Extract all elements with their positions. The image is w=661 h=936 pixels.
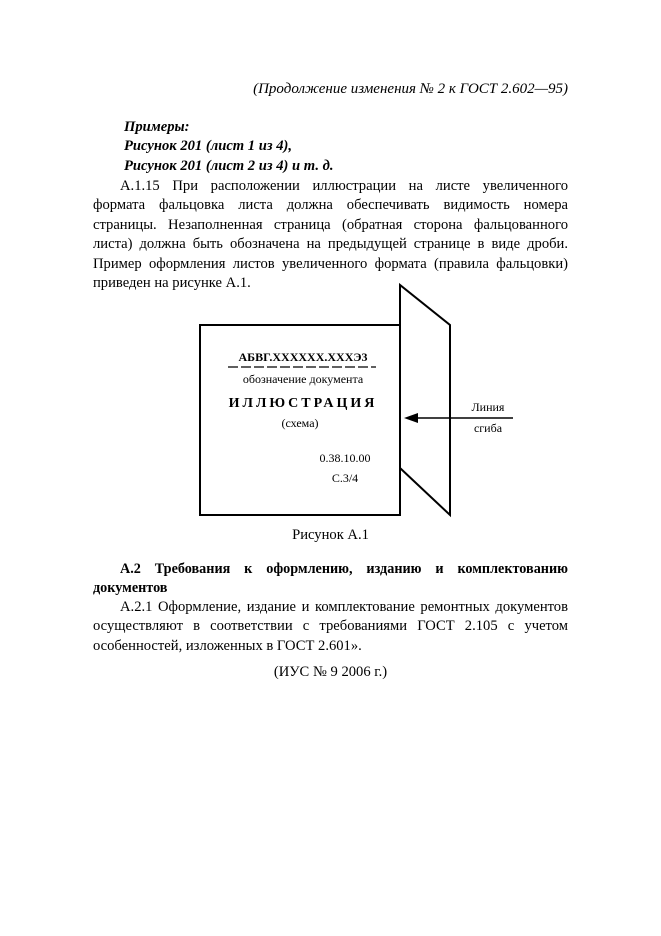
- fold-label-line1: Линия: [471, 400, 505, 414]
- doc-label: обозначение документа: [242, 372, 364, 386]
- folded-flap: [400, 285, 450, 515]
- illustration-title: ИЛЛЮСТРАЦИЯ: [228, 396, 378, 411]
- figure-caption: Рисунок А.1: [292, 527, 369, 543]
- fold-label-line2: сгиба: [473, 421, 503, 435]
- ius-footer: (ИУС № 9 2006 г.): [273, 664, 388, 680]
- fold-arrow-head: [404, 413, 418, 423]
- examples-title: Примеры:: [124, 119, 190, 135]
- figure-number: 0.38.10.00: [319, 451, 371, 465]
- paragraph-a21: А.2.1 Оформление, издание и комплектование ремонтных документов осуществляют в соответствии с требованиями ГОСТ 2.105 с учетом особенностей, изложенных в ГОСТ 2.601».: [93, 599, 568, 654]
- example-line-1: Рисунок 201 (лист 1 из 4),: [124, 138, 293, 154]
- section-a2-heading: А.2 Требования к оформлению, изданию и комплектованию документов: [93, 561, 568, 597]
- example-line-2: Рисунок 201 (лист 2 из 4) и т. д.: [124, 158, 334, 174]
- figure-page: С.3/4: [331, 471, 359, 485]
- illustration-subtitle: (схема): [281, 416, 319, 430]
- paragraph-a115: А.1.15 При расположении иллюстрации на листе увеличенного формата фальцовка листа должна обеспечивать видимость номера страницы. Незаполненная страница (обратная сторона фальцованного листа) должна быть обозначена на предыдущей странице в виде дроби. Пример оформления листов увеличенного формата (правила фальцовки) приведен на рисунке А.1.: [93, 178, 568, 292]
- continuation-header: (Продолжение изменения № 2 к ГОСТ 2.602—95): [253, 81, 568, 97]
- doc-code: АБВГ.XXXXXX.XXXЭ3: [238, 350, 368, 364]
- flap-hidden-edge: [400, 468, 450, 515]
